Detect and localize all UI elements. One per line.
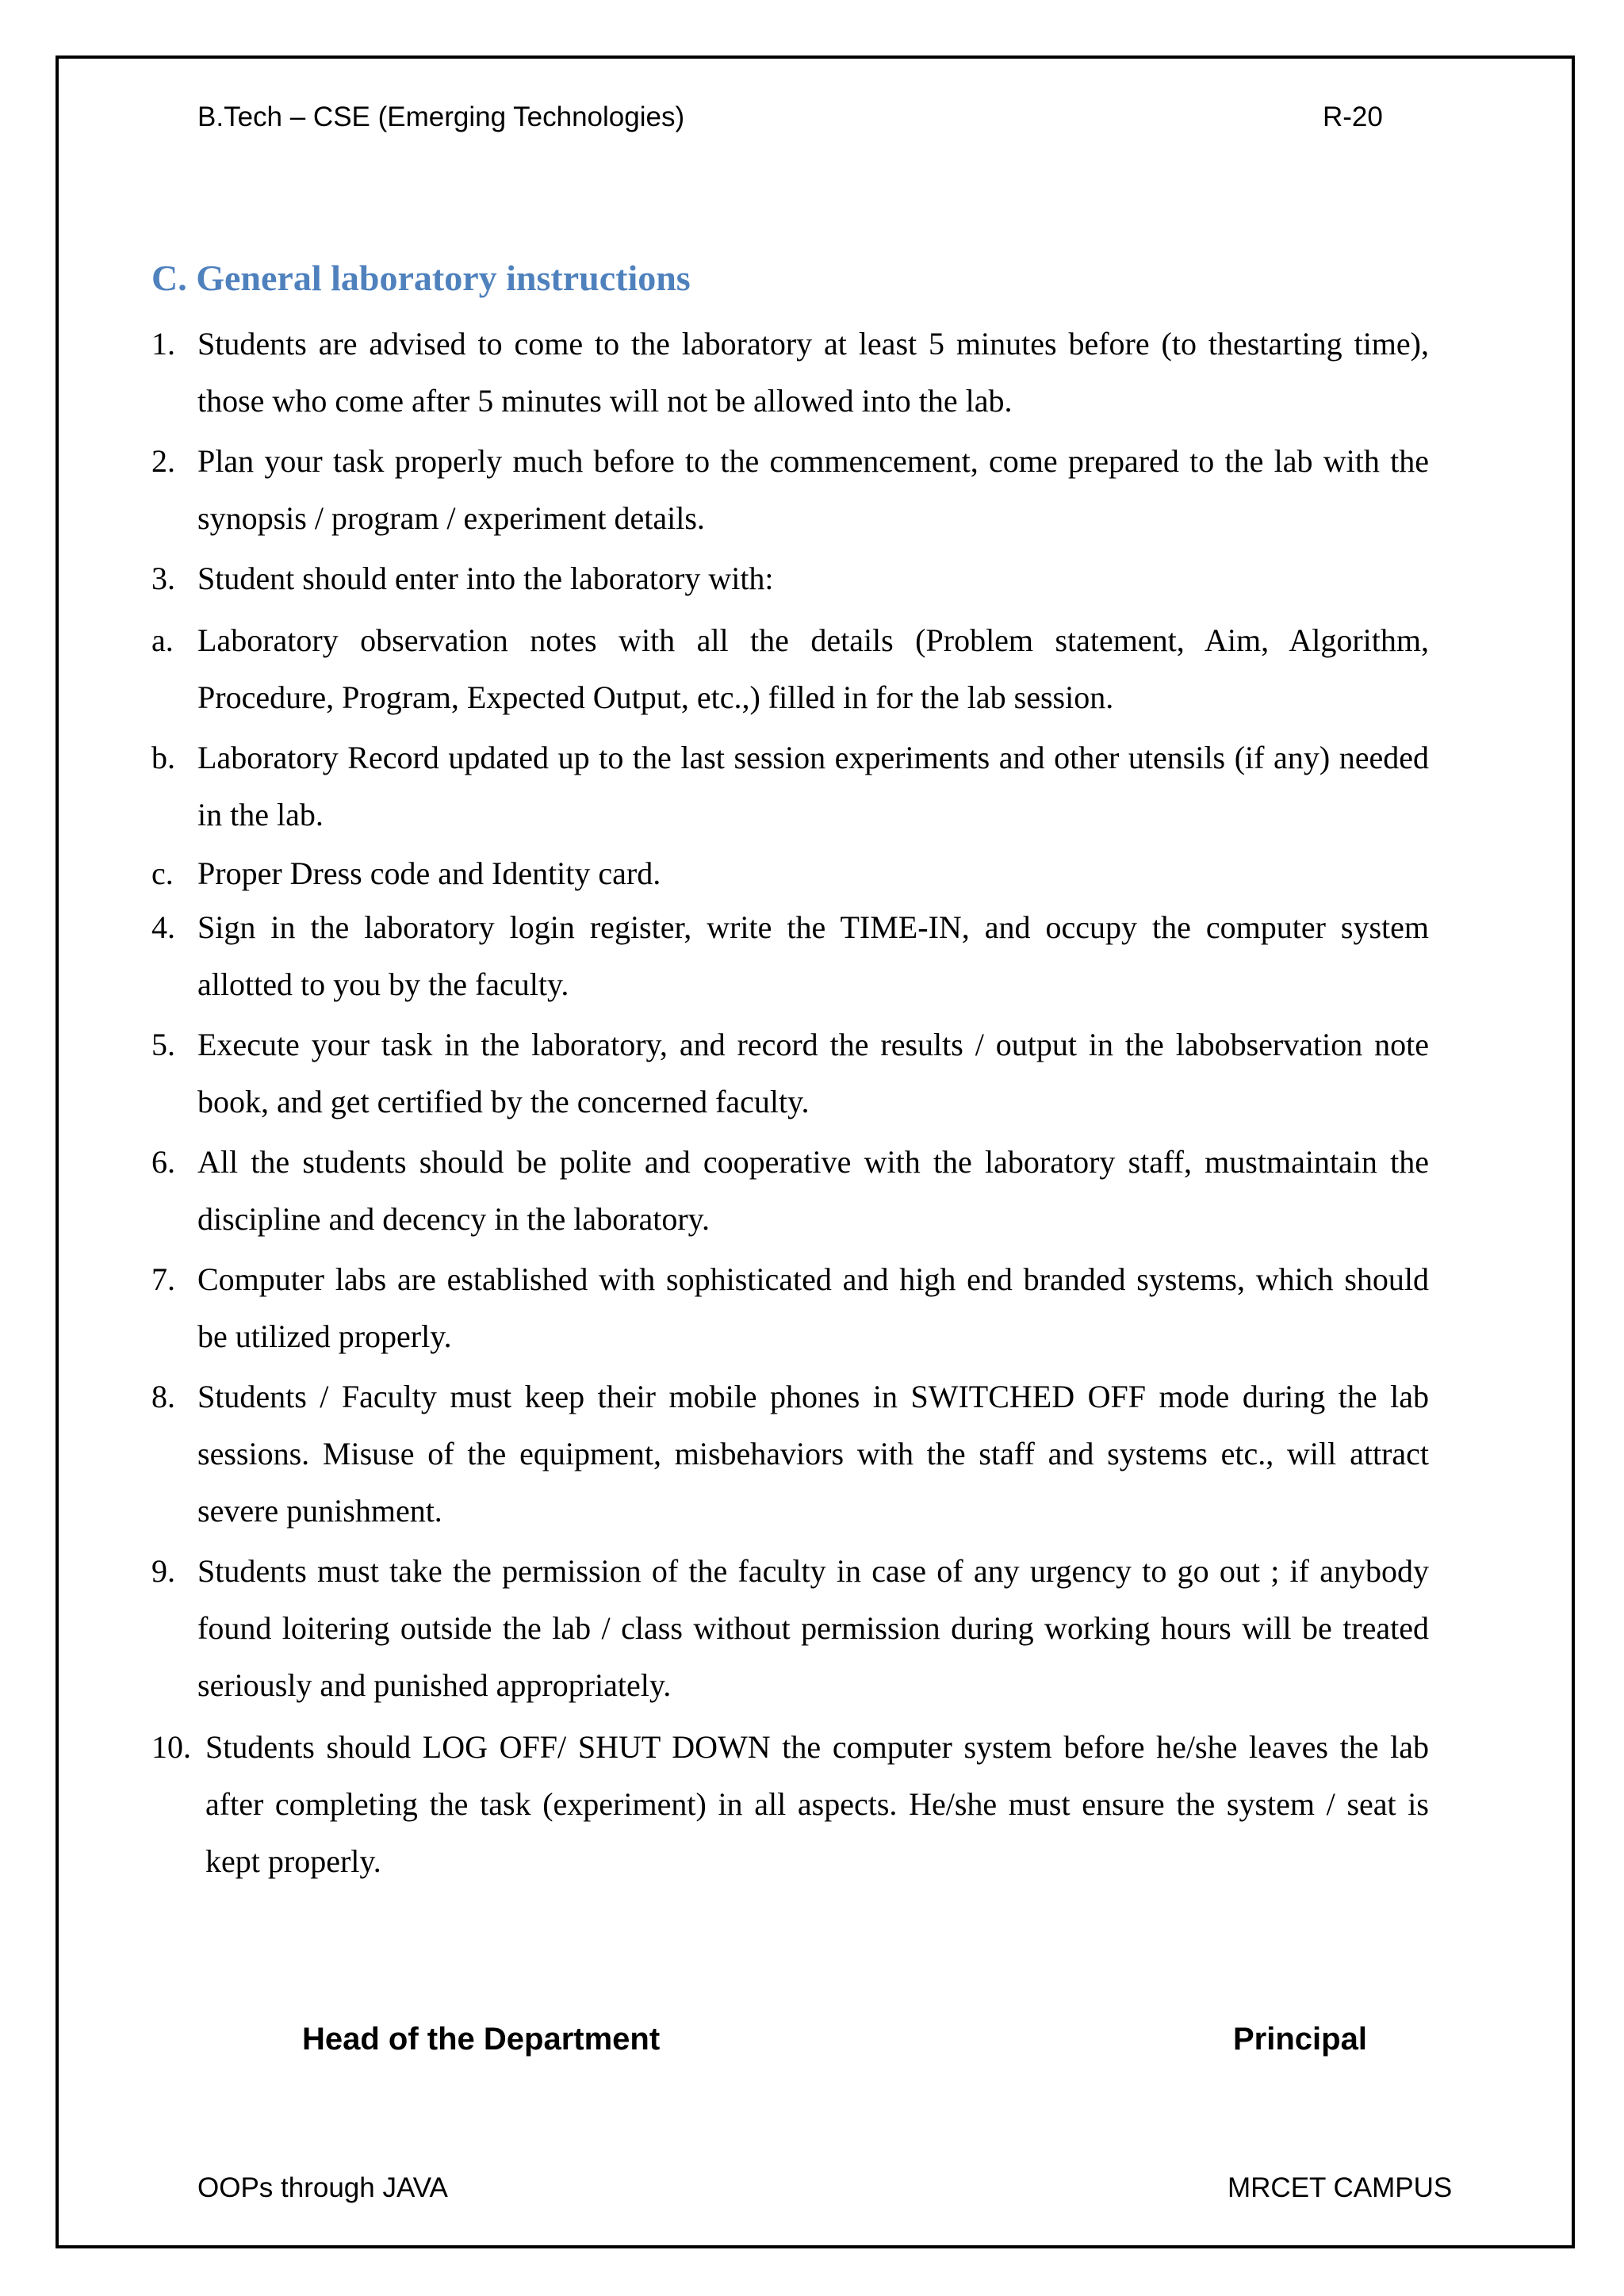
list-item: [151, 1134, 1429, 1248]
list-item: [151, 729, 1429, 844]
footer-subject: OOPs through JAVA: [197, 2172, 448, 2203]
list-item-text: Sign in the laboratory login register, write the TIME-IN, and occupy the computer system allotted to you by the faculty.: [197, 909, 1429, 1002]
section-title: C. General laboratory instructions: [151, 258, 691, 298]
list-item-text: Execute your task in the laboratory, and record the results / output in the labobservation note book, and get certified by the concerned faculty.: [197, 1027, 1429, 1119]
list-item: [151, 316, 1429, 430]
header-course: B.Tech – CSE (Emerging Technologies): [197, 101, 685, 132]
list-marker: c.: [151, 855, 174, 891]
list-item: [151, 845, 1429, 902]
list-item-text: Plan your task properly much before to the commencement, come prepared to the lab with the synopsis / program / experiment details.: [197, 443, 1429, 536]
list-marker: 5.: [151, 1027, 175, 1062]
list-marker: 6.: [151, 1144, 175, 1180]
list-item-text: Students / Faculty must keep their mobile phones in SWITCHED OFF mode during the lab sessions. Misuse of the equipment, misbehaviors with the staff and systems etc., will attract severe punishment.: [197, 1379, 1429, 1529]
list-item-text: Students should LOG OFF/ SHUT DOWN the computer system before he/she leaves the lab after completing the task (experiment) in all aspects. He/she must ensure the system / seat is kept properly.: [205, 1729, 1429, 1879]
list-item-text: Laboratory observation notes with all the details (Problem statement, Aim, Algorithm, Procedure, Program, Expected Output, etc.,) filled in for the lab session.: [197, 622, 1429, 715]
list-item-text: Students must take the permission of the faculty in case of any urgency to go out ; if anybody found loitering outside the lab / class without permission during working hours will be treated seriously and punished appropriately.: [197, 1553, 1429, 1703]
list-item-text: Laboratory Record updated up to the last session experiments and other utensils (if any) needed in the lab.: [197, 740, 1429, 832]
list-item: [151, 1016, 1429, 1131]
list-item: [151, 612, 1429, 726]
list-marker: b.: [151, 740, 175, 775]
list-marker: 3.: [151, 561, 175, 596]
list-marker: 8.: [151, 1379, 175, 1414]
list-marker: 9.: [151, 1553, 175, 1589]
list-item: [151, 1251, 1429, 1365]
list-item: [151, 1543, 1429, 1714]
list-item: [151, 1368, 1429, 1540]
signature-hod: Head of the Department: [302, 2022, 661, 2057]
list-marker: 10.: [151, 1729, 191, 1765]
list-marker: 2.: [151, 443, 175, 479]
list-item-text: All the students should be polite and cooperative with the laboratory staff, mustmaintain the discipline and decency in the laboratory.: [197, 1144, 1429, 1237]
list-marker: a.: [151, 622, 174, 658]
list-item: [151, 433, 1429, 547]
list-marker: 4.: [151, 909, 175, 945]
list-item: [151, 899, 1429, 1013]
signature-principal: Principal: [1233, 2022, 1367, 2057]
list-item: [151, 1719, 1429, 1890]
list-marker: 1.: [151, 326, 175, 362]
header-regulation: R-20: [1323, 101, 1383, 132]
list-item: [151, 550, 1429, 607]
list-item-text: Students are advised to come to the laboratory at least 5 minutes before (to thestarting time), those who come after 5 minutes will not be allowed into the lab.: [197, 326, 1429, 419]
list-item-text: Computer labs are established with sophisticated and high end branded systems, which should be utilized properly.: [197, 1261, 1429, 1354]
footer-campus: MRCET CAMPUS: [1228, 2172, 1453, 2203]
list-item-text: Student should enter into the laboratory with:: [197, 561, 774, 596]
list-item-text: Proper Dress code and Identity card.: [197, 855, 661, 891]
list-marker: 7.: [151, 1261, 175, 1297]
